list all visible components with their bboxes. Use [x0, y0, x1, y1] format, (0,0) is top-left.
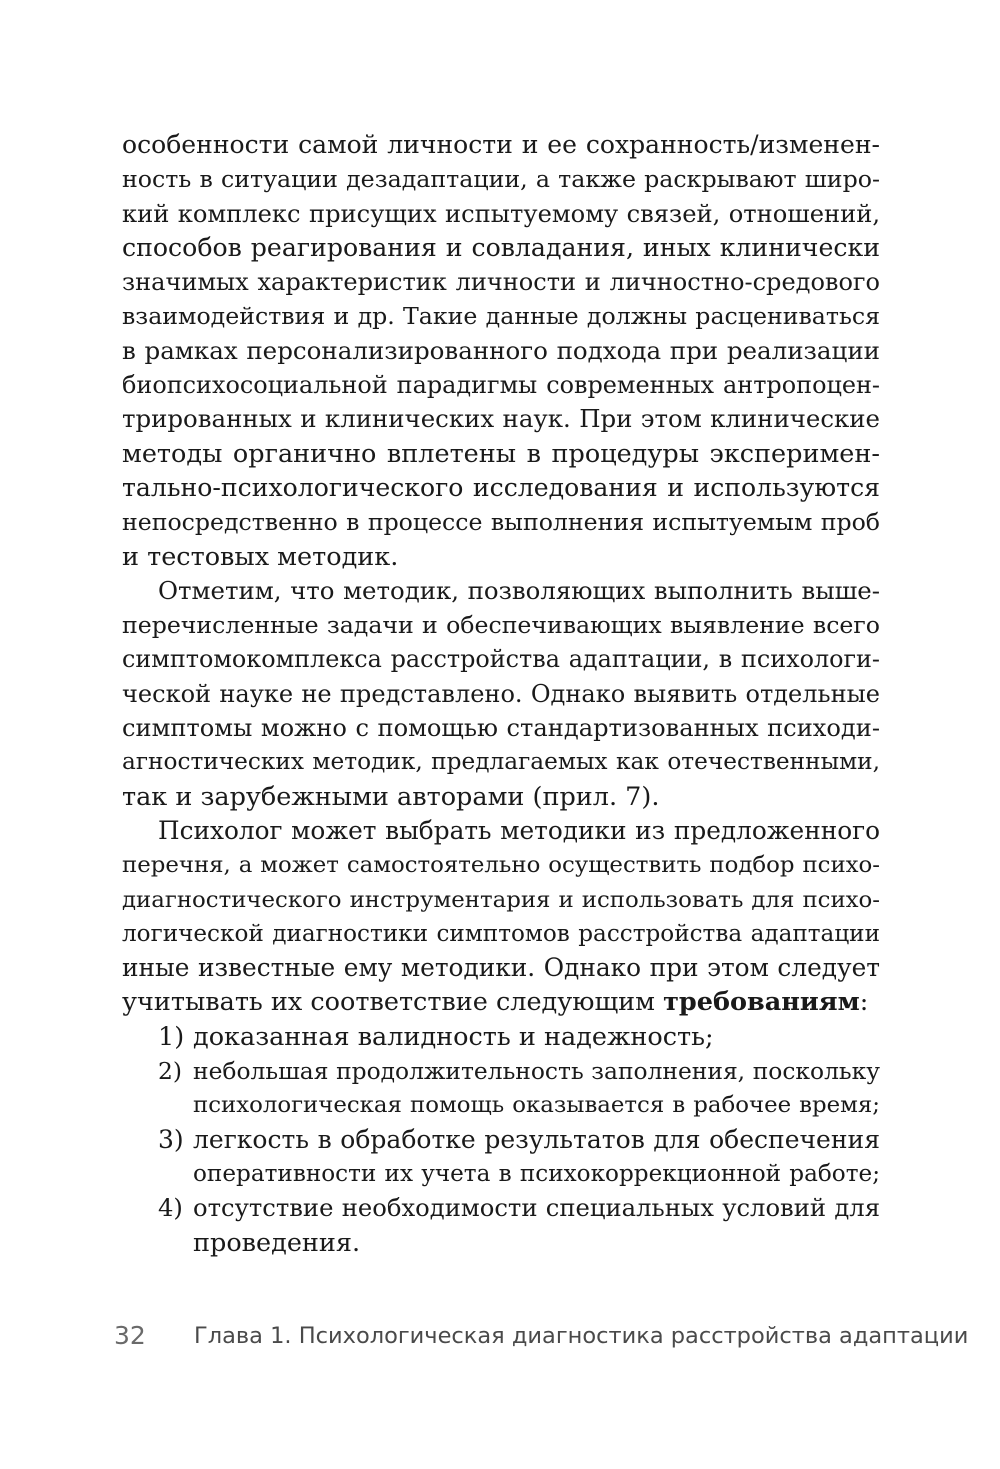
requirements-list [122, 1020, 880, 1260]
text-line: кий комплекс присущих испытуемому связей, отношений, [122, 199, 880, 228]
list-number: 2) [158, 1057, 182, 1086]
text-line: так и зарубежными авторами (прил. 7). [122, 781, 660, 812]
text-line: особенности самой личности и ее сохранность/изменен- [122, 130, 880, 159]
paragraph-3 [122, 814, 880, 1020]
text-line: биопсихосоциальной парадигмы современных антропоцен- [122, 371, 880, 400]
text-line: Психолог может выбрать методики из предложенного [158, 815, 880, 845]
list-item [122, 1123, 880, 1192]
text-line: агностических методик, предлагаемых как отечественными, [122, 748, 880, 776]
text-line: проведения. [193, 1227, 361, 1258]
text-line: способов реагирования и совладания, иных клинически [122, 232, 880, 262]
text-line: симптомокомплекса расстройства адаптации, в психологи- [122, 645, 880, 674]
text-line: непосредственно в процессе выполнения испытуемым проб [122, 508, 880, 537]
text-line [122, 1123, 880, 1157]
list-item-text: небольшая продолжительность заполнения, поскольку [193, 1057, 880, 1086]
page-footer [114, 1320, 969, 1352]
text-line: методы органично вплетены в процедуры эксперимен- [122, 438, 880, 469]
text-line: тально-психологического исследования и используются [122, 472, 880, 502]
text-line: диагностического инструментария и использовать для психо- [122, 886, 880, 913]
list-number: 4) [158, 1193, 183, 1223]
list-item [122, 1020, 880, 1054]
list-item [122, 1191, 880, 1260]
text-line: трированных и клинических наук. При этом клинические [122, 404, 880, 434]
text-line: психологическая помощь оказывается в рабочее время; [193, 1092, 880, 1119]
list-number: 3) [158, 1124, 184, 1154]
text-line: симптомы можно с помощью стандартизованных психоди- [122, 714, 880, 743]
text-line: иные известные ему методики. Однако при этом следует [122, 953, 880, 983]
text-line: значимых характеристик личности и личностно-средового [122, 268, 880, 297]
page-number: 32 [114, 1321, 146, 1350]
text-line: оперативности их учета в психокоррекционной работе; [193, 1160, 880, 1187]
list-item-text: доказанная валидность и надежность; [193, 1021, 714, 1052]
page-body-text [122, 128, 880, 1260]
text-line: ность в ситуации дезадаптации, а также раскрывают широ- [122, 165, 880, 194]
emphasis-requirements: требованиям [663, 987, 860, 1018]
text-line: Отметим, что методик, позволяющих выполнить выше- [158, 575, 880, 605]
list-number: 1) [158, 1021, 185, 1052]
text-line [122, 1054, 880, 1088]
running-head: Глава 1. Психологическая диагностика расстройства адаптации [194, 1323, 969, 1349]
text-line [122, 1191, 880, 1225]
paragraph-1 [122, 128, 880, 574]
text-line: перечня, а может самостоятельно осуществить подбор психо- [122, 852, 880, 879]
text-line: и тестовых методик. [122, 541, 399, 572]
text-fragment: учитывать их соответствие следующим [122, 987, 664, 1018]
text-line: логической диагностики симптомов расстройства адаптации [122, 920, 880, 947]
paragraph-2 [122, 574, 880, 814]
list-item-text: отсутствие необходимости специальных условий для [193, 1193, 880, 1223]
text-line [122, 985, 880, 1019]
text-line: ческой науке не представлено. Однако выявить отдельные [122, 679, 880, 708]
text-fragment: : [859, 987, 869, 1018]
text-line: в рамках персонализированного подхода при реализации [122, 335, 880, 365]
text-line: взаимодействия и др. Такие данные должны расцениваться [122, 302, 880, 331]
list-item-text: легкость в обработке результатов для обеспечения [193, 1124, 880, 1154]
text-line: перечисленные задачи и обеспечивающих выявление всего [122, 611, 880, 640]
list-item [122, 1054, 880, 1123]
text-line [122, 1020, 880, 1054]
